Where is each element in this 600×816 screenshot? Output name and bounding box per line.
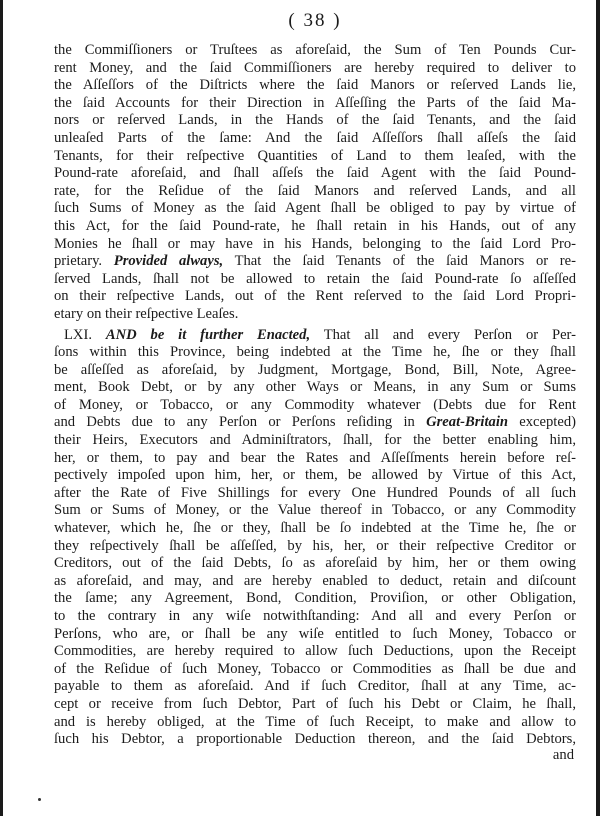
document-page (54, 10, 576, 764)
text-line-section-start (54, 327, 576, 345)
scan-speck (38, 798, 41, 801)
text-line: ſons within this Province, being indebted at the Time he, ſhe or they ſhall (54, 344, 576, 361)
text-line: Creditors, out of the ſaid Debts, ſo as aforeſaid by him, her or them owing (54, 555, 576, 572)
text-line-proviso (54, 253, 576, 271)
text-line: their Heirs, Executors and Adminiſtrators, ſhall, for the better enabling him, (54, 432, 576, 449)
gb-pre: and Debts due to any Perſon or Perſons reſiding in (54, 414, 427, 431)
text-line: and is hereby obliged, at the Time of ſuch Receipt, to make and allow to (54, 713, 576, 730)
scan-edge-right (596, 0, 600, 816)
text-line: Monies he ſhall or may have in his Hands, belonging to the ſaid Lord Pro- (54, 235, 576, 252)
text-line: her, or them, to pay and bear the Rates and Aſſeſſments herein before reſ- (54, 449, 576, 466)
page-number: ( 38 ) (288, 10, 342, 31)
text-line: this Act, for the ſaid Pound-rate, he ſhall retain in his Hands, out of any (54, 217, 576, 234)
text-line: pectively impoſed upon him, her, or them, be allowed by Virtue of this Act, (54, 467, 576, 484)
scan-edge-left (0, 0, 3, 816)
text-line: whatever, which he, ſhe or they, ſhall be ſo indebted at the Time he, ſhe or (54, 520, 576, 537)
text-line: the ſame; any Agreement, Bond, Condition, Proviſion, or other Obligation, (54, 590, 576, 607)
text-line: on their reſpective Lands, out of the Rent reſerved to the ſaid Lord Propri- (54, 288, 576, 305)
text-line: rate, for the Reſidue of the ſaid Manors and reſerved Lands, and all (54, 182, 576, 199)
text-line: the ſaid Accounts for their Direction in Aſſeſſing the Parts of the ſaid Ma- (54, 94, 576, 111)
paragraph-section-61 (54, 327, 576, 749)
section-number: LXI. (64, 326, 92, 343)
text-line: rent Money, and the ſaid Commiſſioners are hereby required to deliver to (54, 59, 576, 76)
proviso-pre: prietary. (54, 253, 114, 270)
text-line: the Commiſſioners or Truſtees as aforeſaid, the Sum of Ten Pounds Cur- (54, 42, 576, 58)
paragraph-commissioners (54, 42, 576, 324)
text-line: ſerved Lands, ſhall not be allowed to retain the ſaid Pound-rate ſo aſſeſſed (54, 270, 576, 287)
text-line: of the Reſidue of ſuch Money, Tobacco or Commodities as ſhall be due and (54, 660, 576, 677)
text-line-last: etary on their reſpective Leaſes. (54, 305, 239, 322)
text-line: to the contrary in any wiſe notwithſtanding: And all and every Perſon or (54, 608, 576, 624)
text-line: ment, Book Debt, or by any other Ways or Means, in any Sum or Sums (54, 379, 576, 396)
text-line: they reſpectively ſhall be aſſeſſed, by his, her, or their reſpective Creditor or (54, 537, 576, 554)
text-line: ſuch his Debtor, a proportionable Deduction thereon, and the ſaid Debtors, (54, 731, 576, 748)
enacting-clause: AND be it further Enacted, (105, 326, 311, 343)
proviso-post: That the ſaid Tenants of the ſaid Manors or re- (223, 253, 576, 270)
text-line: Sum or Sums of Money, or the Value thereof in Tobacco, or any Commodity (54, 502, 576, 519)
text-line: Tenants, for their reſpective Quantities of Land to them leaſed, with the (54, 147, 576, 164)
text-line: as aforeſaid, and may, and are hereby enabled to deduct, retain and diſcount (54, 572, 576, 589)
text-line: Pound-rate aforeſaid, and ſhall aſſeſs the ſaid Agent with the ſaid Pound- (54, 165, 576, 182)
great-britain-italic: Great-Britain (426, 414, 508, 431)
section-first-line-rest: That all and every Perſon or Per- (310, 326, 576, 343)
text-line: Commodities, are hereby required to allow ſuch Deductions, upon the Receipt (54, 643, 576, 660)
text-line: of Money, or Tobacco, or any Commodity whatever (Debts due for Rent (54, 396, 576, 413)
text-line-great-britain (54, 414, 576, 432)
text-line: be aſſeſſed as aforeſaid, by Judgment, Mortgage, Bond, Bill, Note, Agree- (54, 361, 576, 378)
text-line: unleaſed Parts of the ſame: And the ſaid Aſſeſſors ſhall aſſeſs the ſaid (54, 129, 576, 146)
text-line: nors or reſerved Lands, in the Hands of the ſaid Tenants, and the ſaid (54, 112, 576, 129)
gb-post: excepted) (508, 414, 576, 431)
proviso-italic: Provided always, (113, 253, 224, 270)
catchword: and (552, 746, 574, 763)
text-line: ſuch Sums of Money as the ſaid Agent ſhall be obliged to pay by virtue of (54, 200, 576, 217)
text-line: Perſons, who are, or ſhall be any wiſe entitled to ſuch Money, Tobacco or (54, 625, 576, 642)
text-line: the Aſſeſſors of the Diſtricts where the ſaid Manors or reſerved Lands lie, (54, 77, 576, 94)
text-line: cept or receive from ſuch Debtor, Part of ſuch his Debt or Claim, he ſhall, (54, 695, 576, 712)
text-line: after the Rate of Five Shillings for every One Hundred Pounds of all ſuch (54, 484, 576, 501)
text-line: payable to them as aforeſaid. And if ſuch Creditor, ſhall at any Time, ac- (54, 678, 576, 695)
